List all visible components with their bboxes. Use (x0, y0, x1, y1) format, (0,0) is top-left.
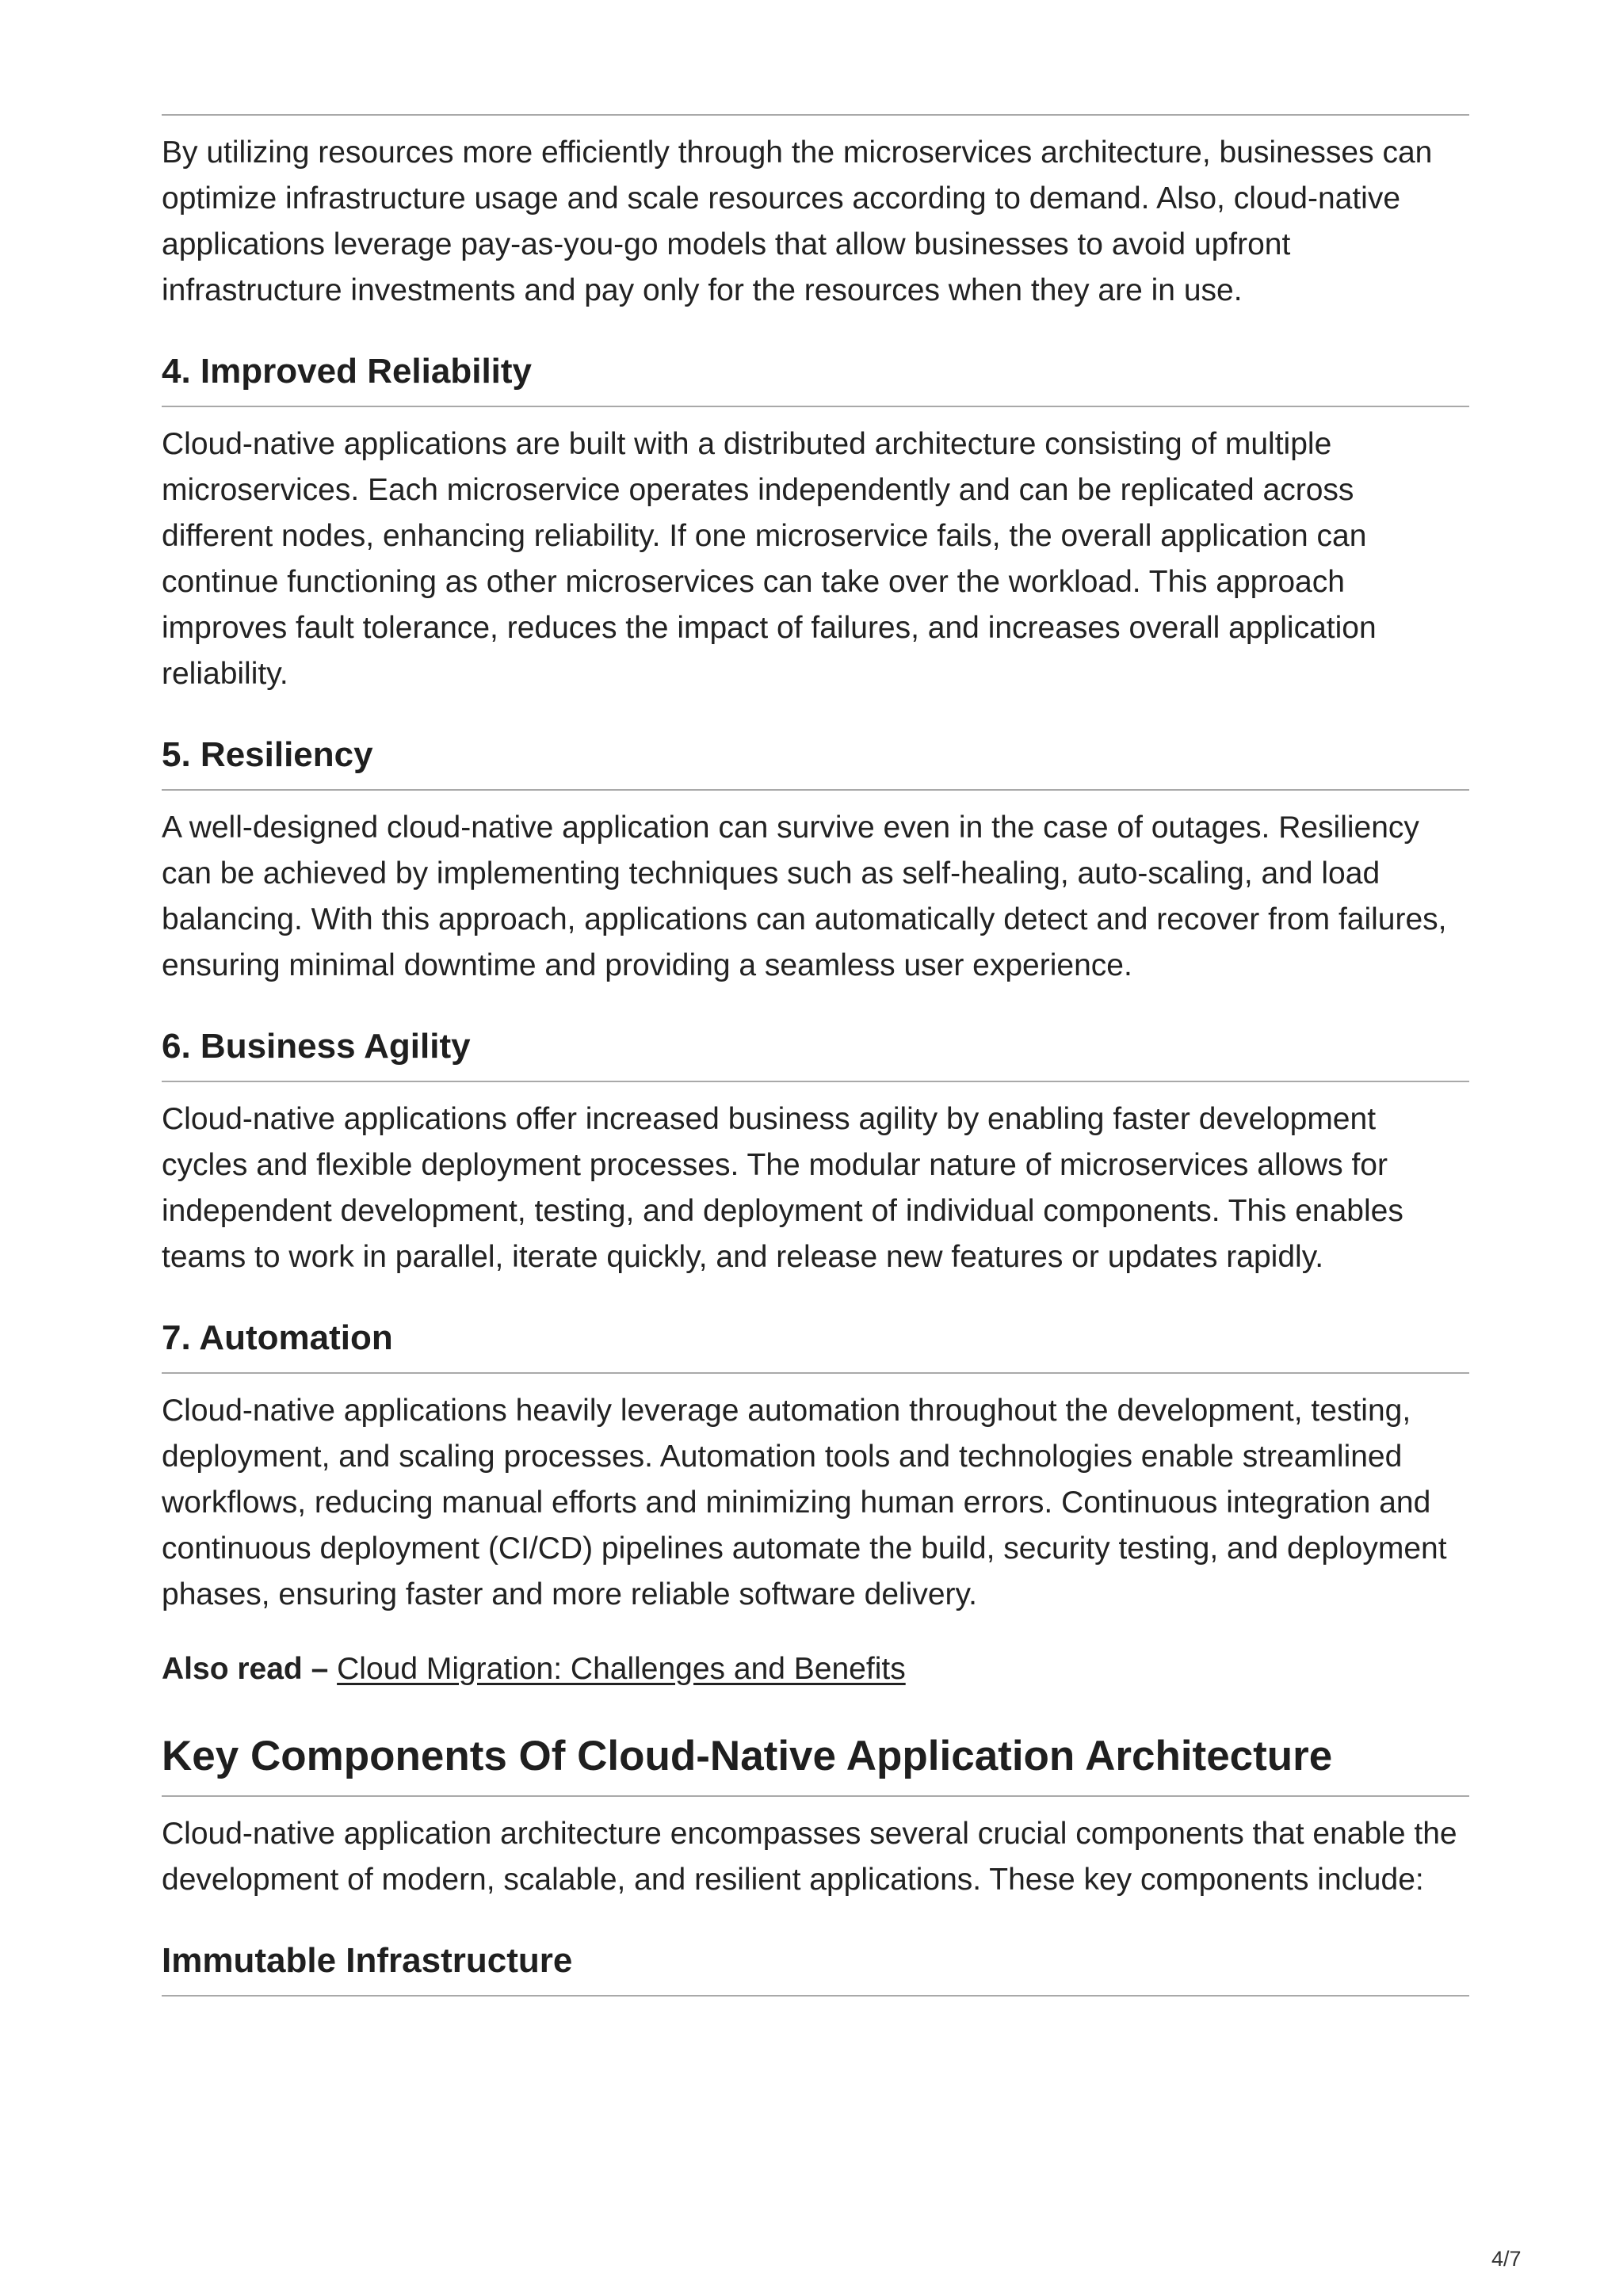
heading-business-agility: 6. Business Agility (162, 1027, 471, 1066)
also-read-label: Also read – (162, 1652, 329, 1686)
paragraph-automation: Cloud-native applications heavily leverage automation throughout the development, testing, deployment, and scaling processes. Automation tools and technologies enable streamlined workflows, reducing manual efforts and minimizing human errors. Continuous integration and continuous deployment (CI/CD) pipelines automate the build, security testing, and deployment phases, ensuring faster and more reliable software delivery. (162, 1394, 1447, 1611)
heading-resiliency: 5. Resiliency (162, 735, 373, 774)
page-number: 4/7 (1491, 2247, 1522, 2271)
heading-divider (162, 1081, 1469, 1082)
key-components-heading: Key Components Of Cloud-Native Application Architecture (162, 1733, 1333, 1779)
heading-divider (162, 406, 1469, 407)
heading-improved-reliability: 4. Improved Reliability (162, 352, 533, 391)
top-divider (162, 114, 1469, 116)
heading-divider (162, 789, 1469, 791)
paragraph-resiliency: A well-designed cloud-native application can survive even in the case of outages. Resiliency can be achieved by implementing techniques such as self-healing, auto-scaling, and load balancing. With this approach, applications can automatically detect and recover from failures, ensuring minimal downtime and providing a seamless user experience. (162, 810, 1447, 982)
heading-divider (162, 1995, 1469, 1997)
heading-automation: 7. Automation (162, 1318, 393, 1357)
heading-immutable-infrastructure: Immutable Infrastructure (162, 1941, 573, 1980)
paragraph-improved-reliability: Cloud-native applications are built with a distributed architecture consisting of multiple microservices. Each microservice operates independently and can be replicated across different nodes, enhancing reliability. If one microservice fails, the overall application can continue functioning as other microservices can take over the workload. This approach improves fault tolerance, reduces the impact of failures, and increases overall application reliability. (162, 427, 1377, 691)
also-read-link[interactable]: Cloud Migration: Challenges and Benefits (337, 1652, 906, 1686)
intro-paragraph: By utilizing resources more efficiently through the microservices architecture, businesses can optimize infrastructure usage and scale resources according to demand. Also, cloud-native applications leverage pay-as-you-go models that allow businesses to avoid upfront infrastructure investments and pay only for the resources when they are in use. (162, 135, 1433, 307)
key-components-paragraph: Cloud-native application architecture encompasses several crucial components that enable the development of modern, scalable, and resilient applications. These key components include: (162, 1817, 1457, 1897)
heading-divider (162, 1372, 1469, 1374)
heading-divider (162, 1795, 1469, 1797)
also-read (162, 1646, 1469, 1692)
document-page (162, 0, 1469, 1997)
paragraph-business-agility: Cloud-native applications offer increased business agility by enabling faster development cycles and flexible deployment processes. The modular nature of microservices allows for independent development, testing, and deployment of individual components. This enables teams to work in parallel, iterate quickly, and release new features or updates rapidly. (162, 1102, 1403, 1274)
